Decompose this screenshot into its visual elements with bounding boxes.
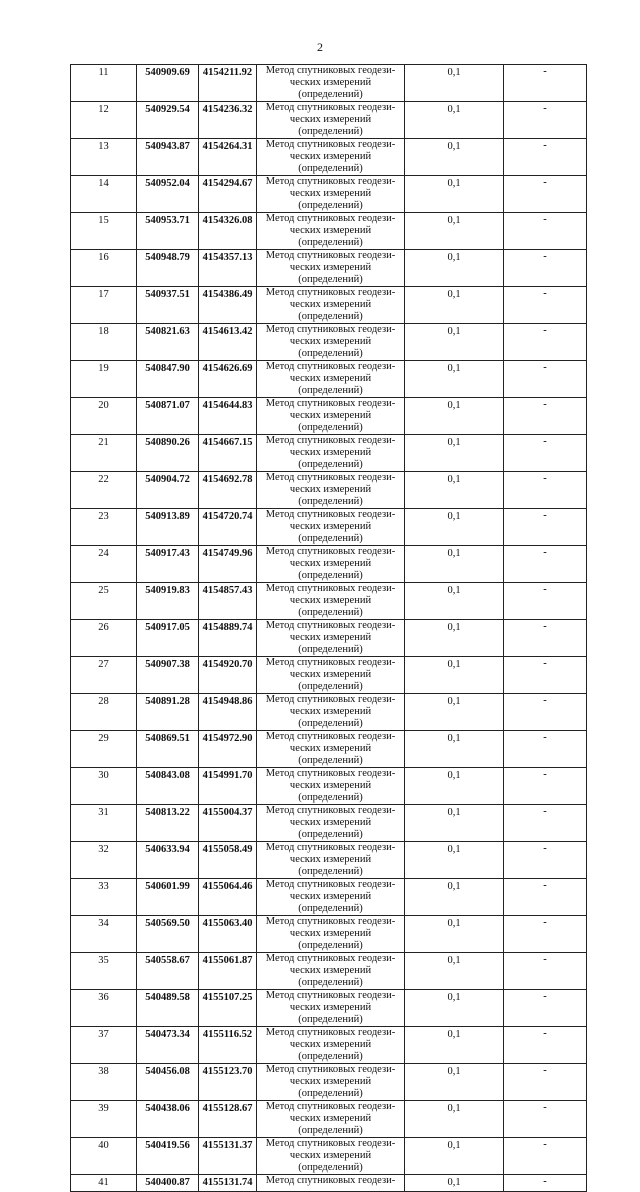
point-number-cell: 25: [71, 583, 137, 620]
note-cell: -: [504, 176, 587, 213]
accuracy-cell: 0,1: [405, 546, 504, 583]
method-cell: [257, 176, 405, 213]
accuracy-cell: 0,1: [405, 916, 504, 953]
method-line: ческих измерений (определений): [289, 1150, 372, 1173]
accuracy-cell: 0,1: [405, 842, 504, 879]
point-number-cell: 19: [71, 361, 137, 398]
point-number-cell: 15: [71, 213, 137, 250]
method-line: ческих измерений (определений): [289, 410, 372, 433]
method-line: ческих измерений (определений): [289, 114, 372, 137]
method-line: Метод спутниковых геодези-: [265, 1138, 396, 1149]
y-coordinate-cell: 4155128.67: [199, 1101, 257, 1138]
method-line: Метод спутниковых геодези-: [265, 139, 396, 150]
accuracy-cell: 0,1: [405, 102, 504, 139]
note-cell: -: [504, 805, 587, 842]
method-line: ческих измерений (определений): [289, 817, 372, 840]
x-coordinate-cell: 540919.83: [137, 583, 199, 620]
method-line: ческих измерений (определений): [289, 1039, 372, 1062]
y-coordinate-cell: 4155004.37: [199, 805, 257, 842]
x-coordinate-cell: 540909.69: [137, 65, 199, 102]
y-coordinate-cell: 4154667.15: [199, 435, 257, 472]
note-cell: -: [504, 213, 587, 250]
table-row: [71, 990, 587, 1027]
table-row: [71, 361, 587, 398]
note-cell: -: [504, 1064, 587, 1101]
y-coordinate-cell: 4154857.43: [199, 583, 257, 620]
accuracy-cell: 0,1: [405, 1064, 504, 1101]
method-line: Метод спутниковых геодези-: [265, 731, 396, 742]
method-cell: [257, 694, 405, 731]
x-coordinate-cell: 540913.89: [137, 509, 199, 546]
method-cell: [257, 546, 405, 583]
accuracy-cell: 0,1: [405, 805, 504, 842]
table-row: [71, 176, 587, 213]
y-coordinate-cell: 4155058.49: [199, 842, 257, 879]
method-cell: [257, 1138, 405, 1175]
method-line: Метод спутниковых геодези-: [265, 102, 396, 113]
table-row: [71, 250, 587, 287]
accuracy-cell: 0,1: [405, 287, 504, 324]
accuracy-cell: 0,1: [405, 1175, 504, 1192]
method-line: Метод спутниковых геодези-: [265, 990, 396, 1001]
note-cell: -: [504, 1101, 587, 1138]
y-coordinate-cell: 4154644.83: [199, 398, 257, 435]
accuracy-cell: 0,1: [405, 990, 504, 1027]
table-row: [71, 472, 587, 509]
point-number-cell: 21: [71, 435, 137, 472]
y-coordinate-cell: 4154386.49: [199, 287, 257, 324]
point-number-cell: 33: [71, 879, 137, 916]
y-coordinate-cell: 4154236.32: [199, 102, 257, 139]
y-coordinate-cell: 4154264.31: [199, 139, 257, 176]
method-line: ческих измерений (определений): [289, 1113, 372, 1136]
x-coordinate-cell: 540843.08: [137, 768, 199, 805]
x-coordinate-cell: 540869.51: [137, 731, 199, 768]
method-cell: [257, 1064, 405, 1101]
method-cell: [257, 768, 405, 805]
x-coordinate-cell: 540473.34: [137, 1027, 199, 1064]
method-line: ческих измерений (определений): [289, 928, 372, 951]
note-cell: -: [504, 472, 587, 509]
x-coordinate-cell: 540943.87: [137, 139, 199, 176]
y-coordinate-cell: 4154920.70: [199, 657, 257, 694]
note-cell: -: [504, 990, 587, 1027]
x-coordinate-cell: 540419.56: [137, 1138, 199, 1175]
point-number-cell: 11: [71, 65, 137, 102]
y-coordinate-cell: 4155063.40: [199, 916, 257, 953]
method-line: Метод спутниковых геодези-: [265, 657, 396, 668]
note-cell: -: [504, 250, 587, 287]
point-number-cell: 37: [71, 1027, 137, 1064]
note-cell: -: [504, 102, 587, 139]
point-number-cell: 40: [71, 1138, 137, 1175]
point-number-cell: 28: [71, 694, 137, 731]
x-coordinate-cell: 540948.79: [137, 250, 199, 287]
x-coordinate-cell: 540489.58: [137, 990, 199, 1027]
accuracy-cell: 0,1: [405, 324, 504, 361]
method-line: ческих измерений (определений): [289, 188, 372, 211]
x-coordinate-cell: 540953.71: [137, 213, 199, 250]
y-coordinate-cell: 4154948.86: [199, 694, 257, 731]
accuracy-cell: 0,1: [405, 361, 504, 398]
method-cell: [257, 842, 405, 879]
point-number-cell: 16: [71, 250, 137, 287]
method-line: ческих измерений (определений): [289, 595, 372, 618]
y-coordinate-cell: 4155123.70: [199, 1064, 257, 1101]
note-cell: -: [504, 139, 587, 176]
y-coordinate-cell: 4154357.13: [199, 250, 257, 287]
x-coordinate-cell: 540847.90: [137, 361, 199, 398]
note-cell: -: [504, 953, 587, 990]
table-row: [71, 546, 587, 583]
method-line: ческих измерений (определений): [289, 1076, 372, 1099]
accuracy-cell: 0,1: [405, 398, 504, 435]
accuracy-cell: 0,1: [405, 731, 504, 768]
point-number-cell: 23: [71, 509, 137, 546]
y-coordinate-cell: 4155131.74: [199, 1175, 257, 1192]
table-row: [71, 805, 587, 842]
method-line: Метод спутниковых геодези-: [265, 324, 396, 335]
method-cell: [257, 324, 405, 361]
method-cell: [257, 509, 405, 546]
table-row: [71, 879, 587, 916]
method-cell: [257, 65, 405, 102]
method-line: ческих измерений (определений): [289, 706, 372, 729]
note-cell: -: [504, 361, 587, 398]
method-cell: [257, 1101, 405, 1138]
coordinates-table-body: [71, 65, 587, 1192]
x-coordinate-cell: 540907.38: [137, 657, 199, 694]
coordinates-table: [70, 64, 587, 1192]
method-line: Метод спутниковых геодези-: [265, 213, 396, 224]
accuracy-cell: 0,1: [405, 472, 504, 509]
table-row: [71, 287, 587, 324]
accuracy-cell: 0,1: [405, 509, 504, 546]
method-line: ческих измерений (определений): [289, 558, 372, 581]
y-coordinate-cell: 4154692.78: [199, 472, 257, 509]
method-line: Метод спутниковых геодези-: [265, 1027, 396, 1038]
y-coordinate-cell: 4154749.96: [199, 546, 257, 583]
method-line: ческих измерений (определений): [289, 780, 372, 803]
method-line: Метод спутниковых геодези-: [265, 509, 396, 520]
point-number-cell: 39: [71, 1101, 137, 1138]
method-line: Метод спутниковых геодези-: [265, 953, 396, 964]
point-number-cell: 18: [71, 324, 137, 361]
method-line: ческих измерений (определений): [289, 151, 372, 174]
method-cell: [257, 953, 405, 990]
table-row: [71, 509, 587, 546]
point-number-cell: 14: [71, 176, 137, 213]
page-number: 2: [317, 40, 323, 54]
method-line: Метод спутниковых геодези-: [265, 842, 396, 853]
x-coordinate-cell: 540400.87: [137, 1175, 199, 1192]
method-line: ческих измерений (определений): [289, 262, 372, 285]
method-line: Метод спутниковых геодези-: [265, 287, 396, 298]
table-row: [71, 842, 587, 879]
table-row: [71, 324, 587, 361]
table-row: [71, 398, 587, 435]
method-line: ческих измерений (определений): [289, 891, 372, 914]
point-number-cell: 12: [71, 102, 137, 139]
method-line: Метод спутниковых геодези-: [265, 398, 396, 409]
accuracy-cell: 0,1: [405, 1138, 504, 1175]
point-number-cell: 41: [71, 1175, 137, 1192]
accuracy-cell: 0,1: [405, 768, 504, 805]
table-row: [71, 1064, 587, 1101]
method-line: Метод спутниковых геодези-: [265, 620, 396, 631]
table-row: [71, 1175, 587, 1192]
y-coordinate-cell: 4155064.46: [199, 879, 257, 916]
table-row: [71, 953, 587, 990]
table-row: [71, 435, 587, 472]
x-coordinate-cell: 540456.08: [137, 1064, 199, 1101]
method-line: Метод спутниковых геодези-: [265, 176, 396, 187]
accuracy-cell: 0,1: [405, 213, 504, 250]
method-line: Метод спутниковых геодези-: [265, 1064, 396, 1075]
y-coordinate-cell: 4154626.69: [199, 361, 257, 398]
accuracy-cell: 0,1: [405, 139, 504, 176]
method-line: Метод спутниковых геодези-: [265, 361, 396, 372]
table-row: [71, 916, 587, 953]
method-line: ческих измерений (определений): [289, 1002, 372, 1025]
method-line: ческих измерений (определений): [289, 336, 372, 359]
table-row: [71, 65, 587, 102]
x-coordinate-cell: 540891.28: [137, 694, 199, 731]
y-coordinate-cell: 4154720.74: [199, 509, 257, 546]
table-row: [71, 213, 587, 250]
y-coordinate-cell: 4155107.25: [199, 990, 257, 1027]
method-cell: [257, 990, 405, 1027]
table-row: [71, 1027, 587, 1064]
point-number-cell: 13: [71, 139, 137, 176]
method-line: ческих измерений (определений): [289, 743, 372, 766]
note-cell: -: [504, 916, 587, 953]
note-cell: -: [504, 509, 587, 546]
x-coordinate-cell: 540633.94: [137, 842, 199, 879]
y-coordinate-cell: 4154972.90: [199, 731, 257, 768]
note-cell: -: [504, 1138, 587, 1175]
method-line: Метод спутниковых геодези-: [265, 1101, 396, 1112]
accuracy-cell: 0,1: [405, 65, 504, 102]
table-row: [71, 583, 587, 620]
point-number-cell: 27: [71, 657, 137, 694]
y-coordinate-cell: 4154991.70: [199, 768, 257, 805]
y-coordinate-cell: 4155131.37: [199, 1138, 257, 1175]
x-coordinate-cell: 540871.07: [137, 398, 199, 435]
method-line: ческих измерений (определений): [289, 965, 372, 988]
table-row: [71, 139, 587, 176]
method-line: ческих измерений (определений): [289, 521, 372, 544]
x-coordinate-cell: 540952.04: [137, 176, 199, 213]
x-coordinate-cell: 540904.72: [137, 472, 199, 509]
method-line: Метод спутниковых геодези-: [265, 250, 396, 261]
accuracy-cell: 0,1: [405, 1101, 504, 1138]
y-coordinate-cell: 4154613.42: [199, 324, 257, 361]
accuracy-cell: 0,1: [405, 657, 504, 694]
method-line: ческих измерений (определений): [289, 447, 372, 470]
method-line: Метод спутниковых геодези-: [265, 1175, 396, 1186]
table-row: [71, 1138, 587, 1175]
method-line: ческих измерений (определений): [289, 669, 372, 692]
method-line: ческих измерений (определений): [289, 77, 372, 100]
y-coordinate-cell: 4154326.08: [199, 213, 257, 250]
table-row: [71, 657, 587, 694]
method-line: ческих измерений (определений): [289, 484, 372, 507]
x-coordinate-cell: 540438.06: [137, 1101, 199, 1138]
method-cell: [257, 805, 405, 842]
note-cell: -: [504, 1027, 587, 1064]
x-coordinate-cell: 540917.05: [137, 620, 199, 657]
method-cell: [257, 435, 405, 472]
table-row: [71, 731, 587, 768]
point-number-cell: 35: [71, 953, 137, 990]
note-cell: -: [504, 842, 587, 879]
method-line: ческих измерений (определений): [289, 225, 372, 248]
x-coordinate-cell: 540601.99: [137, 879, 199, 916]
accuracy-cell: 0,1: [405, 1027, 504, 1064]
note-cell: -: [504, 287, 587, 324]
method-cell: [257, 102, 405, 139]
method-cell: [257, 657, 405, 694]
method-line: Метод спутниковых геодези-: [265, 472, 396, 483]
note-cell: -: [504, 657, 587, 694]
note-cell: -: [504, 324, 587, 361]
method-line: ческих измерений (определений): [289, 299, 372, 322]
x-coordinate-cell: 540917.43: [137, 546, 199, 583]
table-row: [71, 694, 587, 731]
accuracy-cell: 0,1: [405, 620, 504, 657]
accuracy-cell: 0,1: [405, 694, 504, 731]
method-cell: [257, 250, 405, 287]
note-cell: -: [504, 694, 587, 731]
point-number-cell: 22: [71, 472, 137, 509]
x-coordinate-cell: 540821.63: [137, 324, 199, 361]
method-cell: [257, 361, 405, 398]
method-line: Метод спутниковых геодези-: [265, 916, 396, 927]
method-line: Метод спутниковых геодези-: [265, 65, 396, 76]
x-coordinate-cell: 540558.67: [137, 953, 199, 990]
accuracy-cell: 0,1: [405, 953, 504, 990]
note-cell: -: [504, 620, 587, 657]
method-cell: [257, 139, 405, 176]
method-cell: [257, 472, 405, 509]
y-coordinate-cell: 4154294.67: [199, 176, 257, 213]
y-coordinate-cell: 4154211.92: [199, 65, 257, 102]
accuracy-cell: 0,1: [405, 250, 504, 287]
method-cell: [257, 287, 405, 324]
table-row: [71, 1101, 587, 1138]
note-cell: -: [504, 546, 587, 583]
point-number-cell: 32: [71, 842, 137, 879]
y-coordinate-cell: 4155061.87: [199, 953, 257, 990]
y-coordinate-cell: 4155116.52: [199, 1027, 257, 1064]
accuracy-cell: 0,1: [405, 583, 504, 620]
method-line: Метод спутниковых геодези-: [265, 768, 396, 779]
point-number-cell: 17: [71, 287, 137, 324]
note-cell: -: [504, 583, 587, 620]
method-cell: [257, 398, 405, 435]
x-coordinate-cell: 540929.54: [137, 102, 199, 139]
method-line: ческих измерений (определений): [289, 373, 372, 396]
note-cell: -: [504, 879, 587, 916]
accuracy-cell: 0,1: [405, 435, 504, 472]
method-line: Метод спутниковых геодези-: [265, 435, 396, 446]
x-coordinate-cell: 540890.26: [137, 435, 199, 472]
method-line: Метод спутниковых геодези-: [265, 805, 396, 816]
point-number-cell: 30: [71, 768, 137, 805]
method-line: ческих измерений (определений): [289, 632, 372, 655]
method-cell: [257, 879, 405, 916]
note-cell: -: [504, 398, 587, 435]
method-line: Метод спутниковых геодези-: [265, 546, 396, 557]
point-number-cell: 26: [71, 620, 137, 657]
note-cell: -: [504, 1175, 587, 1192]
note-cell: -: [504, 435, 587, 472]
point-number-cell: 24: [71, 546, 137, 583]
point-number-cell: 38: [71, 1064, 137, 1101]
method-cell: [257, 731, 405, 768]
note-cell: -: [504, 731, 587, 768]
method-cell: [257, 583, 405, 620]
x-coordinate-cell: 540569.50: [137, 916, 199, 953]
point-number-cell: 34: [71, 916, 137, 953]
method-line: Метод спутниковых геодези-: [265, 879, 396, 890]
note-cell: -: [504, 65, 587, 102]
method-line: Метод спутниковых геодези-: [265, 583, 396, 594]
table-row: [71, 102, 587, 139]
method-cell: [257, 1175, 405, 1192]
x-coordinate-cell: 540937.51: [137, 287, 199, 324]
table-row: [71, 620, 587, 657]
point-number-cell: 36: [71, 990, 137, 1027]
y-coordinate-cell: 4154889.74: [199, 620, 257, 657]
accuracy-cell: 0,1: [405, 879, 504, 916]
point-number-cell: 29: [71, 731, 137, 768]
method-cell: [257, 916, 405, 953]
method-line: ческих измерений (определений): [289, 854, 372, 877]
method-cell: [257, 213, 405, 250]
x-coordinate-cell: 540813.22: [137, 805, 199, 842]
method-cell: [257, 1027, 405, 1064]
accuracy-cell: 0,1: [405, 176, 504, 213]
table-row: [71, 768, 587, 805]
method-cell: [257, 620, 405, 657]
point-number-cell: 31: [71, 805, 137, 842]
note-cell: -: [504, 768, 587, 805]
point-number-cell: 20: [71, 398, 137, 435]
method-line: Метод спутниковых геодези-: [265, 694, 396, 705]
